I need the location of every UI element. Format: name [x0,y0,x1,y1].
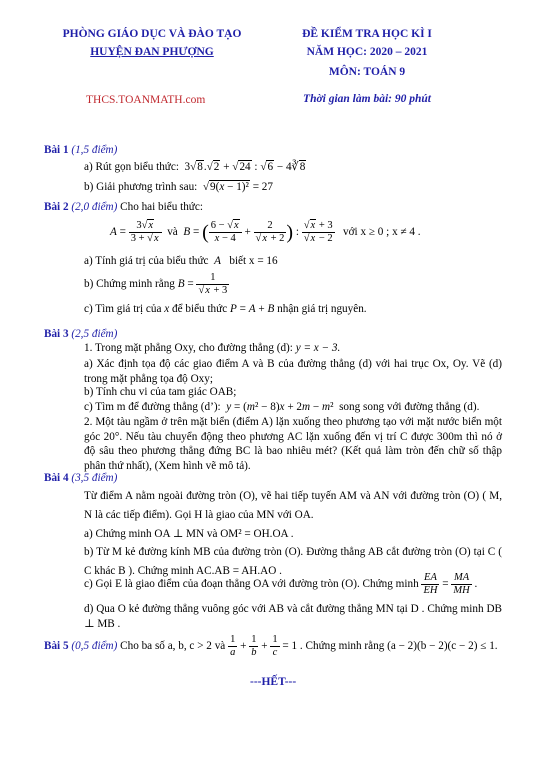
bai3-heading: Bài 3 (2,5 điểm) [44,328,118,340]
bai1-b: b) Giải phương trình sau: √9(x − 1)² = 27 [84,181,273,193]
bai3-p2: 2. Một tàu ngầm ở trên mặt biển (điểm A) lặn xuống theo phương tạo với mặt nước biển một góc 20°. Nếu tàu chuyển động theo phương AC lặn xuống đến vị trí C được 300m thì nó ở độ sâu theo phương thẳng đứng BC là bao nhiêu mét? (Kết quả làm tròn đến chữ số thập phân thứ nhất), (Xem hình vẽ mô tả). [84,416,502,472]
bai4-a: a) Chứng minh OA ⊥ MN và OM² = OH.OA . [84,528,294,540]
bai4-intro: Từ điểm A nằm ngoài đường tròn (O), vẽ hai tiếp tuyến AM và AN với đường tròn (O) ( M, N là các tiếp điểm). Gọi H là giao của MN với OA. [84,490,502,521]
bai2-a: a) Tính giá trị của biểu thức A biết x = 16 [84,255,278,267]
header-district: HUYỆN ĐAN PHƯỢNG [90,46,214,58]
bai1-heading [44,143,117,157]
bai3-b: b) Tính chu vi của tam giác OAB; [84,386,237,398]
bai2-b: b) Chứng minh rằng B = $\frac{1}{√x + 3}$ [84,271,228,296]
bai2-expressions: A = $\frac{3√x}{3 + √x}$ và B = ( $\frac{6 - √x}{x - 4}$ + $\frac{2}{√x + 2}$ ) : $\frac{√x + 3}{√x - 2}$ với x ≥ 0 ; x ≠ 4 . [110,219,421,244]
bai4-d: d) Qua O kẻ đường thẳng vuông góc với AB và cắt đường thẳng MN tại D . Chứng minh DB ⊥ MB . [84,603,502,630]
bai4-c: c) Gọi E là giao điểm của đoạn thẳng OA với đường tròn (O). Chứng minh $\frac{EA}{EH}$ = $\frac{MA}{MH}$ . [84,571,478,596]
header-school-year: NĂM HỌC: 2020 – 2021 [306,46,428,58]
bai5: Bài 5 (0,5 điểm) Cho ba số a, b, c > 2 và $\frac{1}{a}$ + $\frac{1}{b}$ + $\frac{1}{c}$ = 1 . Chứng minh rằng (a − 2)(b − 2)(c − 2) ≤ 1. [44,633,498,658]
bai2-c: c) Tìm giá trị của x để biểu thức P = A + B nhận giá trị nguyên. [84,303,367,315]
bai2-condition: với x ≥ 0 ; x ≠ 4 . [343,226,421,238]
end-marker: ---HẾT--- [250,676,297,688]
header-department: PHÒNG GIÁO DỤC VÀ ĐÀO TẠO [62,28,242,40]
bai4-heading: Bài 4 (3,5 điểm) [44,472,118,484]
bai1-a: a) Rút gọn biểu thức: 3√8.√2 + √24 : √6 − 4∛8 [84,161,306,173]
bai3-p1: 1. Trong mặt phẳng Oxy, cho đường thẳng (d): y = x − 3. [84,342,341,354]
bai4-b: b) Từ M kẻ đường kính MB của đường tròn (O). Đường thẳng AB cắt đường tròn (O) tại C ( C khác B ). Chứng minh AC.AB = AH.AO . [84,546,502,577]
bai1-title: Bài 1 [44,144,69,156]
bai2-heading: Bài 2 (2,0 điểm) Cho hai biểu thức: [44,201,203,213]
bai1-points: (1,5 điểm) [71,144,118,156]
bai3-c: c) Tìm m để đường thẳng (d’): y = (m² − 8)x + 2m − m² song song với đường thẳng (d). [84,401,480,413]
header-subject: MÔN: TOÁN 9 [328,66,406,78]
header-time: Thời gian làm bài: 90 phút [303,93,431,105]
header-exam-title: ĐỀ KIỂM TRA HỌC KÌ I [302,28,432,40]
header-site[interactable]: THCS.TOANMATH.com [86,94,206,106]
bai3-a: a) Xác định tọa độ các giao điểm A và B của đường thẳng (d) với hai trục Ox, Oy. Vẽ (d) trong mặt phẳng tọa độ Oxy; [84,358,502,385]
